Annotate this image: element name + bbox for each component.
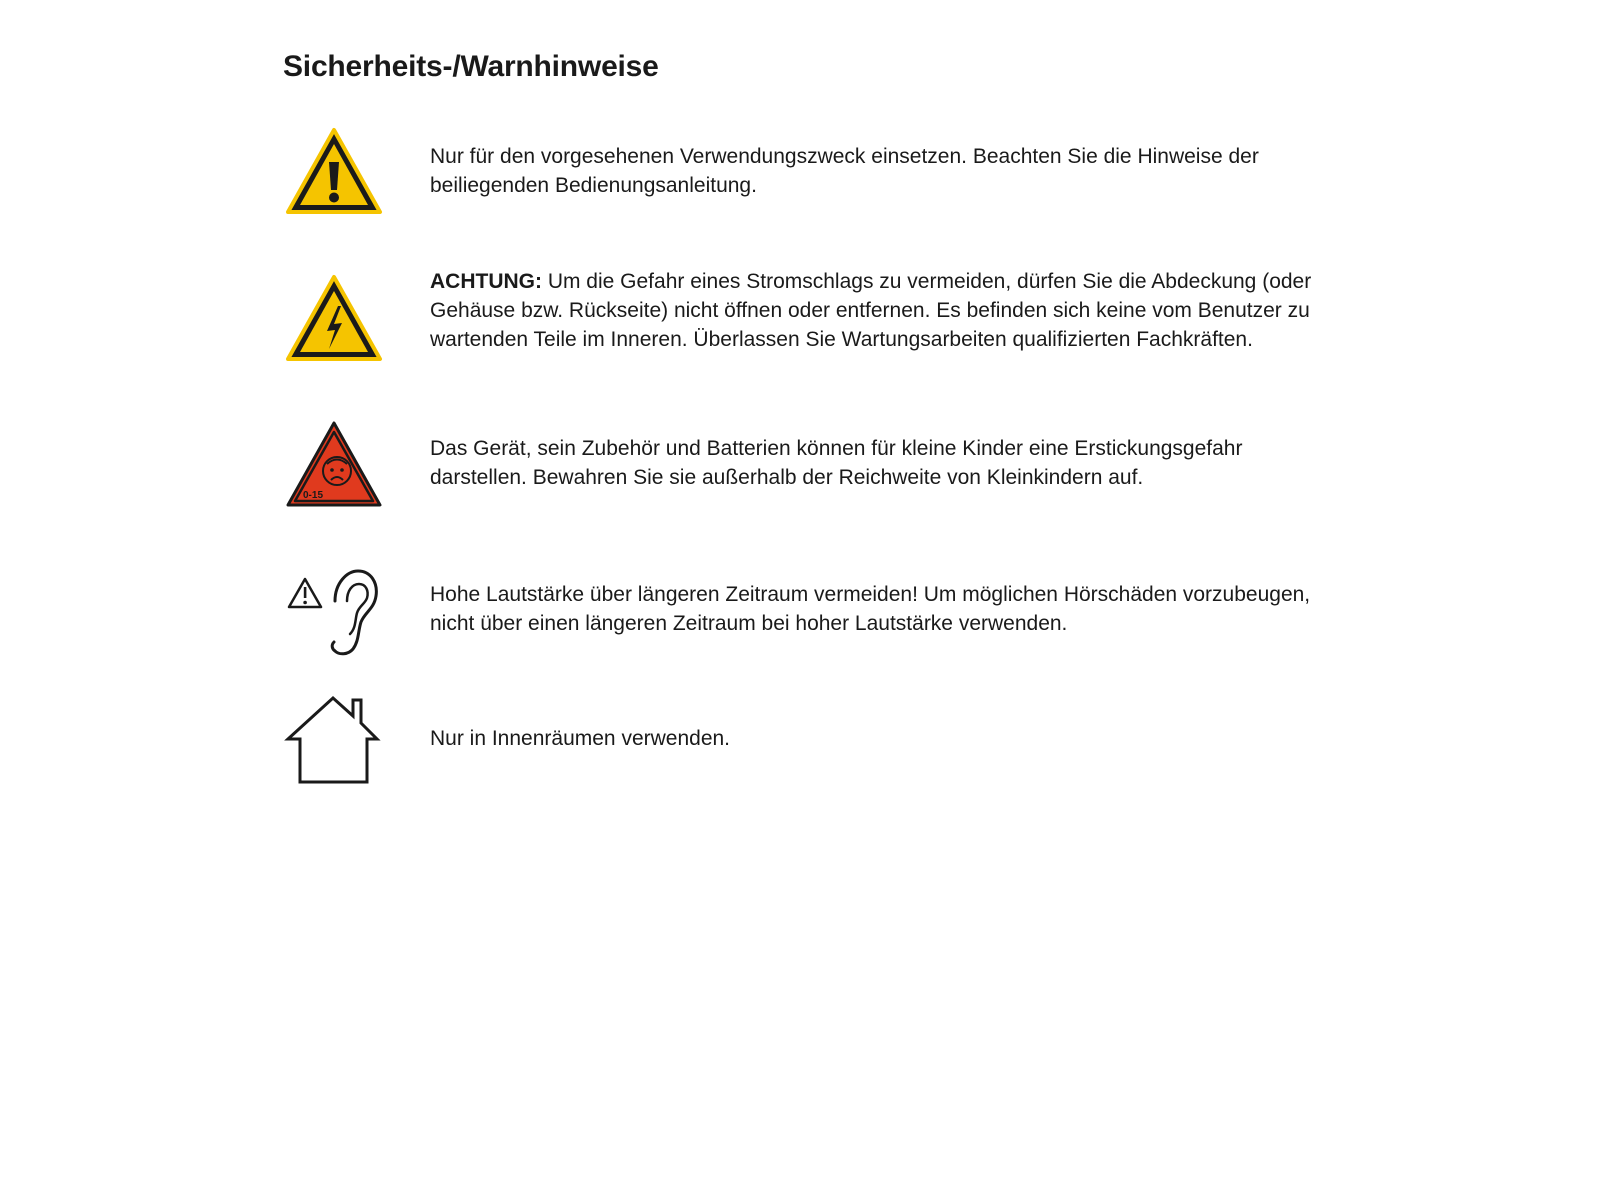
electric-shock-warning-icon [283, 273, 385, 367]
warning-text-hearing: Hohe Lautstärke über längeren Zeitraum vermeiden! Um möglichen Hörschäden vorzubeugen, nicht über einen längeren Zeitraum bei hoher Lautstärke verwenden. [430, 583, 1311, 635]
warning-text-general: Nur für den vorgesehenen Verwendungszweck einsetzen. Beachten Sie die Hinweise der beiliegenden Bedienungsanleitung. [430, 145, 1259, 197]
warning-lead-achtung: ACHTUNG: [430, 270, 542, 293]
warning-text-electric-shock [430, 267, 1340, 354]
page-title: Sicherheits-/Warnhinweise [283, 50, 659, 83]
warning-body-electric-shock: Um die Gefahr eines Stromschlags zu vermeiden, dürfen Sie die Abdeckung (oder Gehäuse bzw. Rückseite) nicht öffnen oder entfernen. Es befinden sich keine vom Benutzer zu wartenden Teile im Inneren. Überlassen Sie Wartungsarbeiten qualifizierten Fachkräften. [430, 270, 1312, 351]
age-badge-label: 0-15 [303, 490, 324, 501]
general-warning-icon [283, 126, 385, 220]
hearing-damage-icon [283, 565, 385, 659]
warning-text-choking-hazard: Das Gerät, sein Zubehör und Batterien können für kleine Kinder eine Erstickungsgefahr darstellen. Bewahren Sie sie außerhalb der Reichweite von Kleinkindern auf. [430, 437, 1243, 489]
warning-text-indoor: Nur in Innenräumen verwenden. [430, 727, 731, 750]
choking-hazard-icon [283, 419, 385, 513]
indoor-use-icon [283, 694, 385, 788]
